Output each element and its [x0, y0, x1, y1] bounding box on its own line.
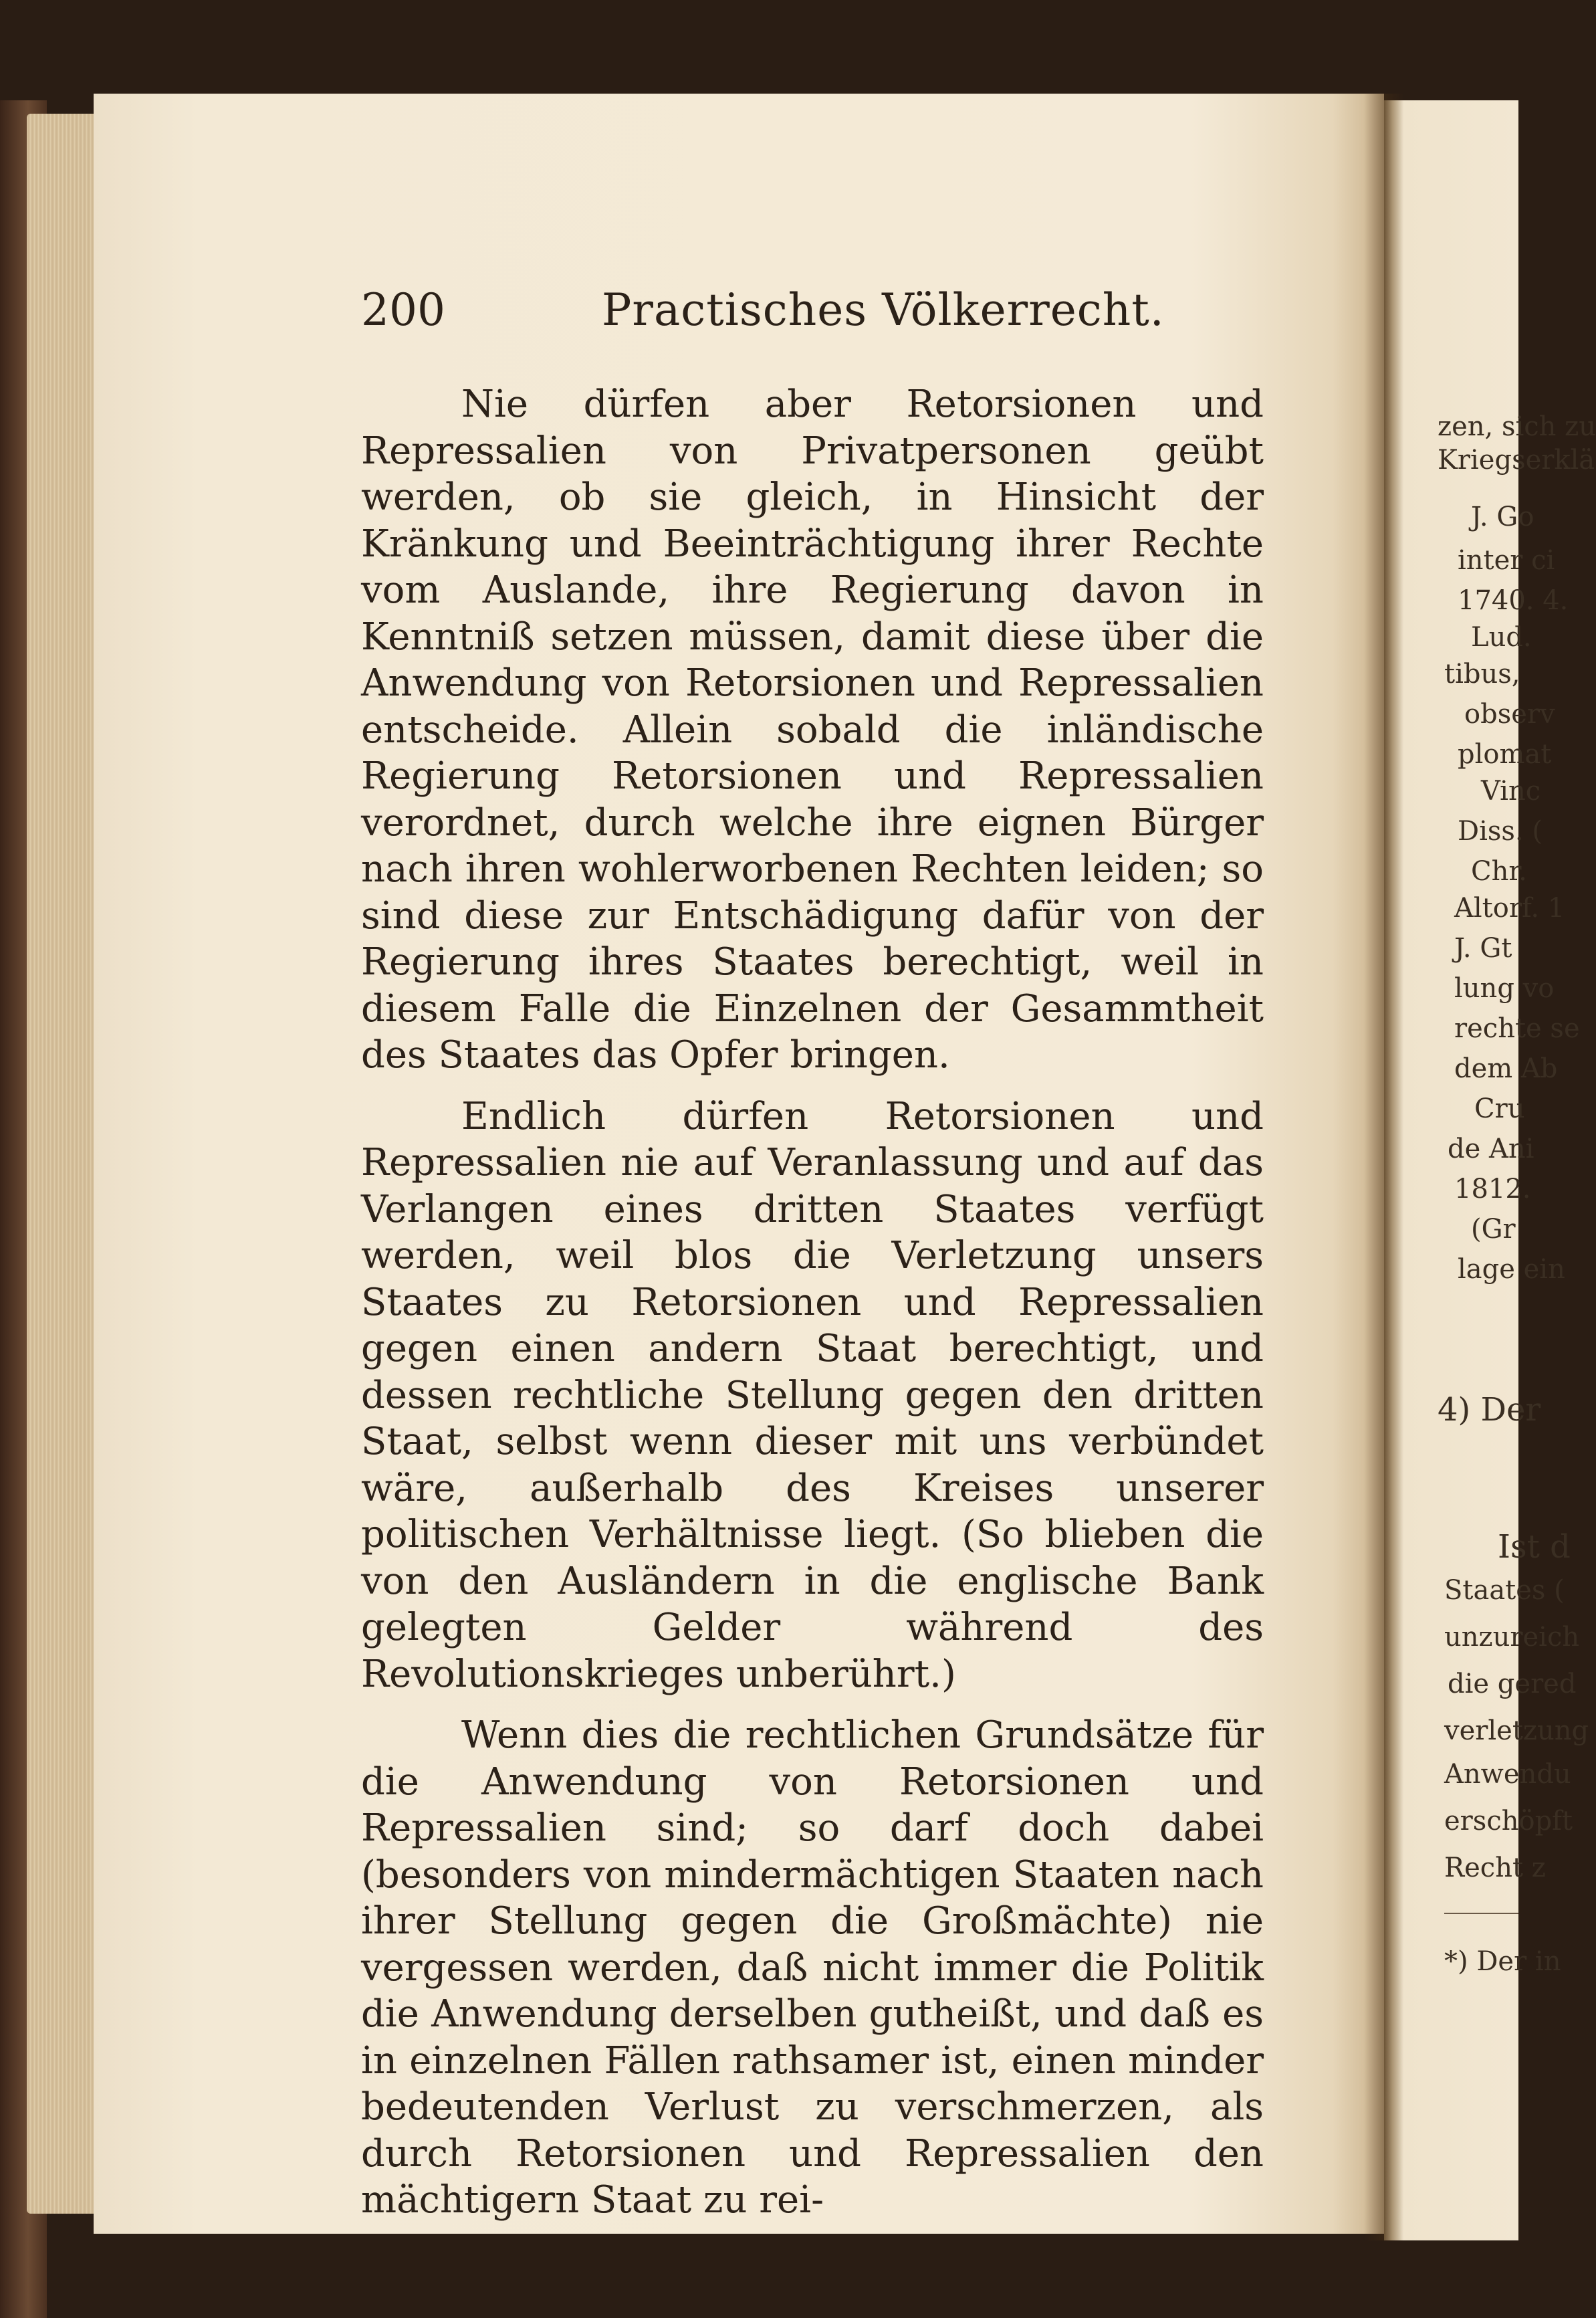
- paragraph: Endlich dürfen Retorsionen und Repressalien nie auf Veranlassung und auf das Verlangen eines dritten Staates verfügt werden, weil blos die Verletzung unsers Staates zu Retorsionen und Repressalien gegen einen andern Staat berechtigt, und dessen rechtliche Stellung gegen den dritten Staat, selbst wenn dieser mit uns verbündet wäre, außerhalb des Kreises unserer politischen Verhältnisse liegt. (So blieben die von den Ausländern in die englische Bank gelegten Gelder während des Revolutionskrieges unberührt.): [361, 1094, 1264, 1696]
- paragraph: Wenn dies die rechtlichen Grundsätze für die Anwendung von Retorsionen und Repressalien sind; so darf doch dabei (besonders von mindermächtigen Staaten nach ihrer Stellung gegen die Großmächte) nie vergessen werden, daß nicht immer die Politik die Anwendung derselben gutheißt, und daß es in einzelnen Fällen rathsamer ist, einen minder bedeutenden Verlust zu verschmerzen, als durch Retorsionen und Repressalien den mächtigern Staat zu rei-: [361, 1713, 1264, 2222]
- facing-fragment: tibus,: [1444, 659, 1520, 690]
- facing-fragment: dem Ab: [1454, 1053, 1558, 1084]
- facing-fragment: lage ein: [1458, 1254, 1565, 1285]
- facing-fragment: Ist d: [1498, 1528, 1571, 1566]
- facing-heading: 4) Der: [1438, 1391, 1541, 1429]
- facing-fragment: zen, sich zu: [1438, 411, 1596, 442]
- facing-fragment: rechte se: [1454, 1013, 1580, 1044]
- facing-fragment: Chr.: [1471, 856, 1527, 887]
- page-number: 200: [361, 284, 445, 336]
- facing-fragment: unzureich: [1444, 1622, 1580, 1653]
- footnote-rule: [1444, 1913, 1518, 1914]
- facing-fragment: verletzung: [1444, 1715, 1589, 1746]
- body-text: [361, 381, 1264, 2238]
- facing-fragment: inter ci: [1458, 545, 1555, 576]
- facing-fragment: observ: [1464, 699, 1555, 730]
- facing-fragment: Anwendu: [1444, 1759, 1571, 1790]
- running-title: Practisches Völkerrecht.: [602, 284, 1165, 336]
- book-gutter: [1364, 94, 1404, 2240]
- paragraph: Nie dürfen aber Retorsionen und Repressalien von Privatpersonen geübt werden, ob sie gleich, in Hinsicht der Kränkung und Beeinträchtigung ihrer Rechte vom Auslande, ihre Regierung davon in Kenntniß setzen müssen, damit diese über die Anwendung von Retorsionen und Repressalien entscheide. Allein sobald die inländische Regierung Retorsionen und Repressalien verordnet, durch welche ihre eignen Bürger nach ihren wohlerworbenen Rechten leiden; so sind diese zur Entschädigung dafür von der Regierung ihres Staates berechtigt, weil in diesem Falle die Einzelnen der Gesammtheit des Staates das Opfer bringen.: [361, 383, 1264, 1077]
- facing-fragment: plomat: [1458, 739, 1552, 770]
- facing-fragment: 1812.: [1454, 1174, 1531, 1204]
- facing-fragment: die gered: [1448, 1669, 1577, 1699]
- page-header: [361, 284, 445, 336]
- facing-fragment: Kriegserklä: [1438, 445, 1595, 476]
- footnote-fragment: *) Der in: [1444, 1946, 1561, 1977]
- facing-fragment: Vinc: [1481, 776, 1541, 807]
- facing-fragment: Diss. (: [1458, 816, 1543, 847]
- facing-fragment: J. Go: [1471, 502, 1534, 532]
- facing-fragment: 1740. 4.: [1458, 585, 1569, 616]
- facing-fragment: Lud.: [1471, 622, 1532, 653]
- facing-fragment: Staates (: [1444, 1575, 1565, 1606]
- facing-fragment: J. Gt: [1454, 933, 1512, 964]
- facing-fragment: Cru: [1474, 1093, 1525, 1124]
- facing-fragment: Altorf. 1: [1454, 893, 1565, 924]
- facing-fragment: erschöpft: [1444, 1806, 1573, 1836]
- facing-fragment: de Ani: [1448, 1134, 1534, 1164]
- facing-fragment: Recht z: [1444, 1853, 1546, 1883]
- facing-fragment: lung vo: [1454, 973, 1555, 1004]
- facing-fragment: (Gr: [1471, 1214, 1516, 1245]
